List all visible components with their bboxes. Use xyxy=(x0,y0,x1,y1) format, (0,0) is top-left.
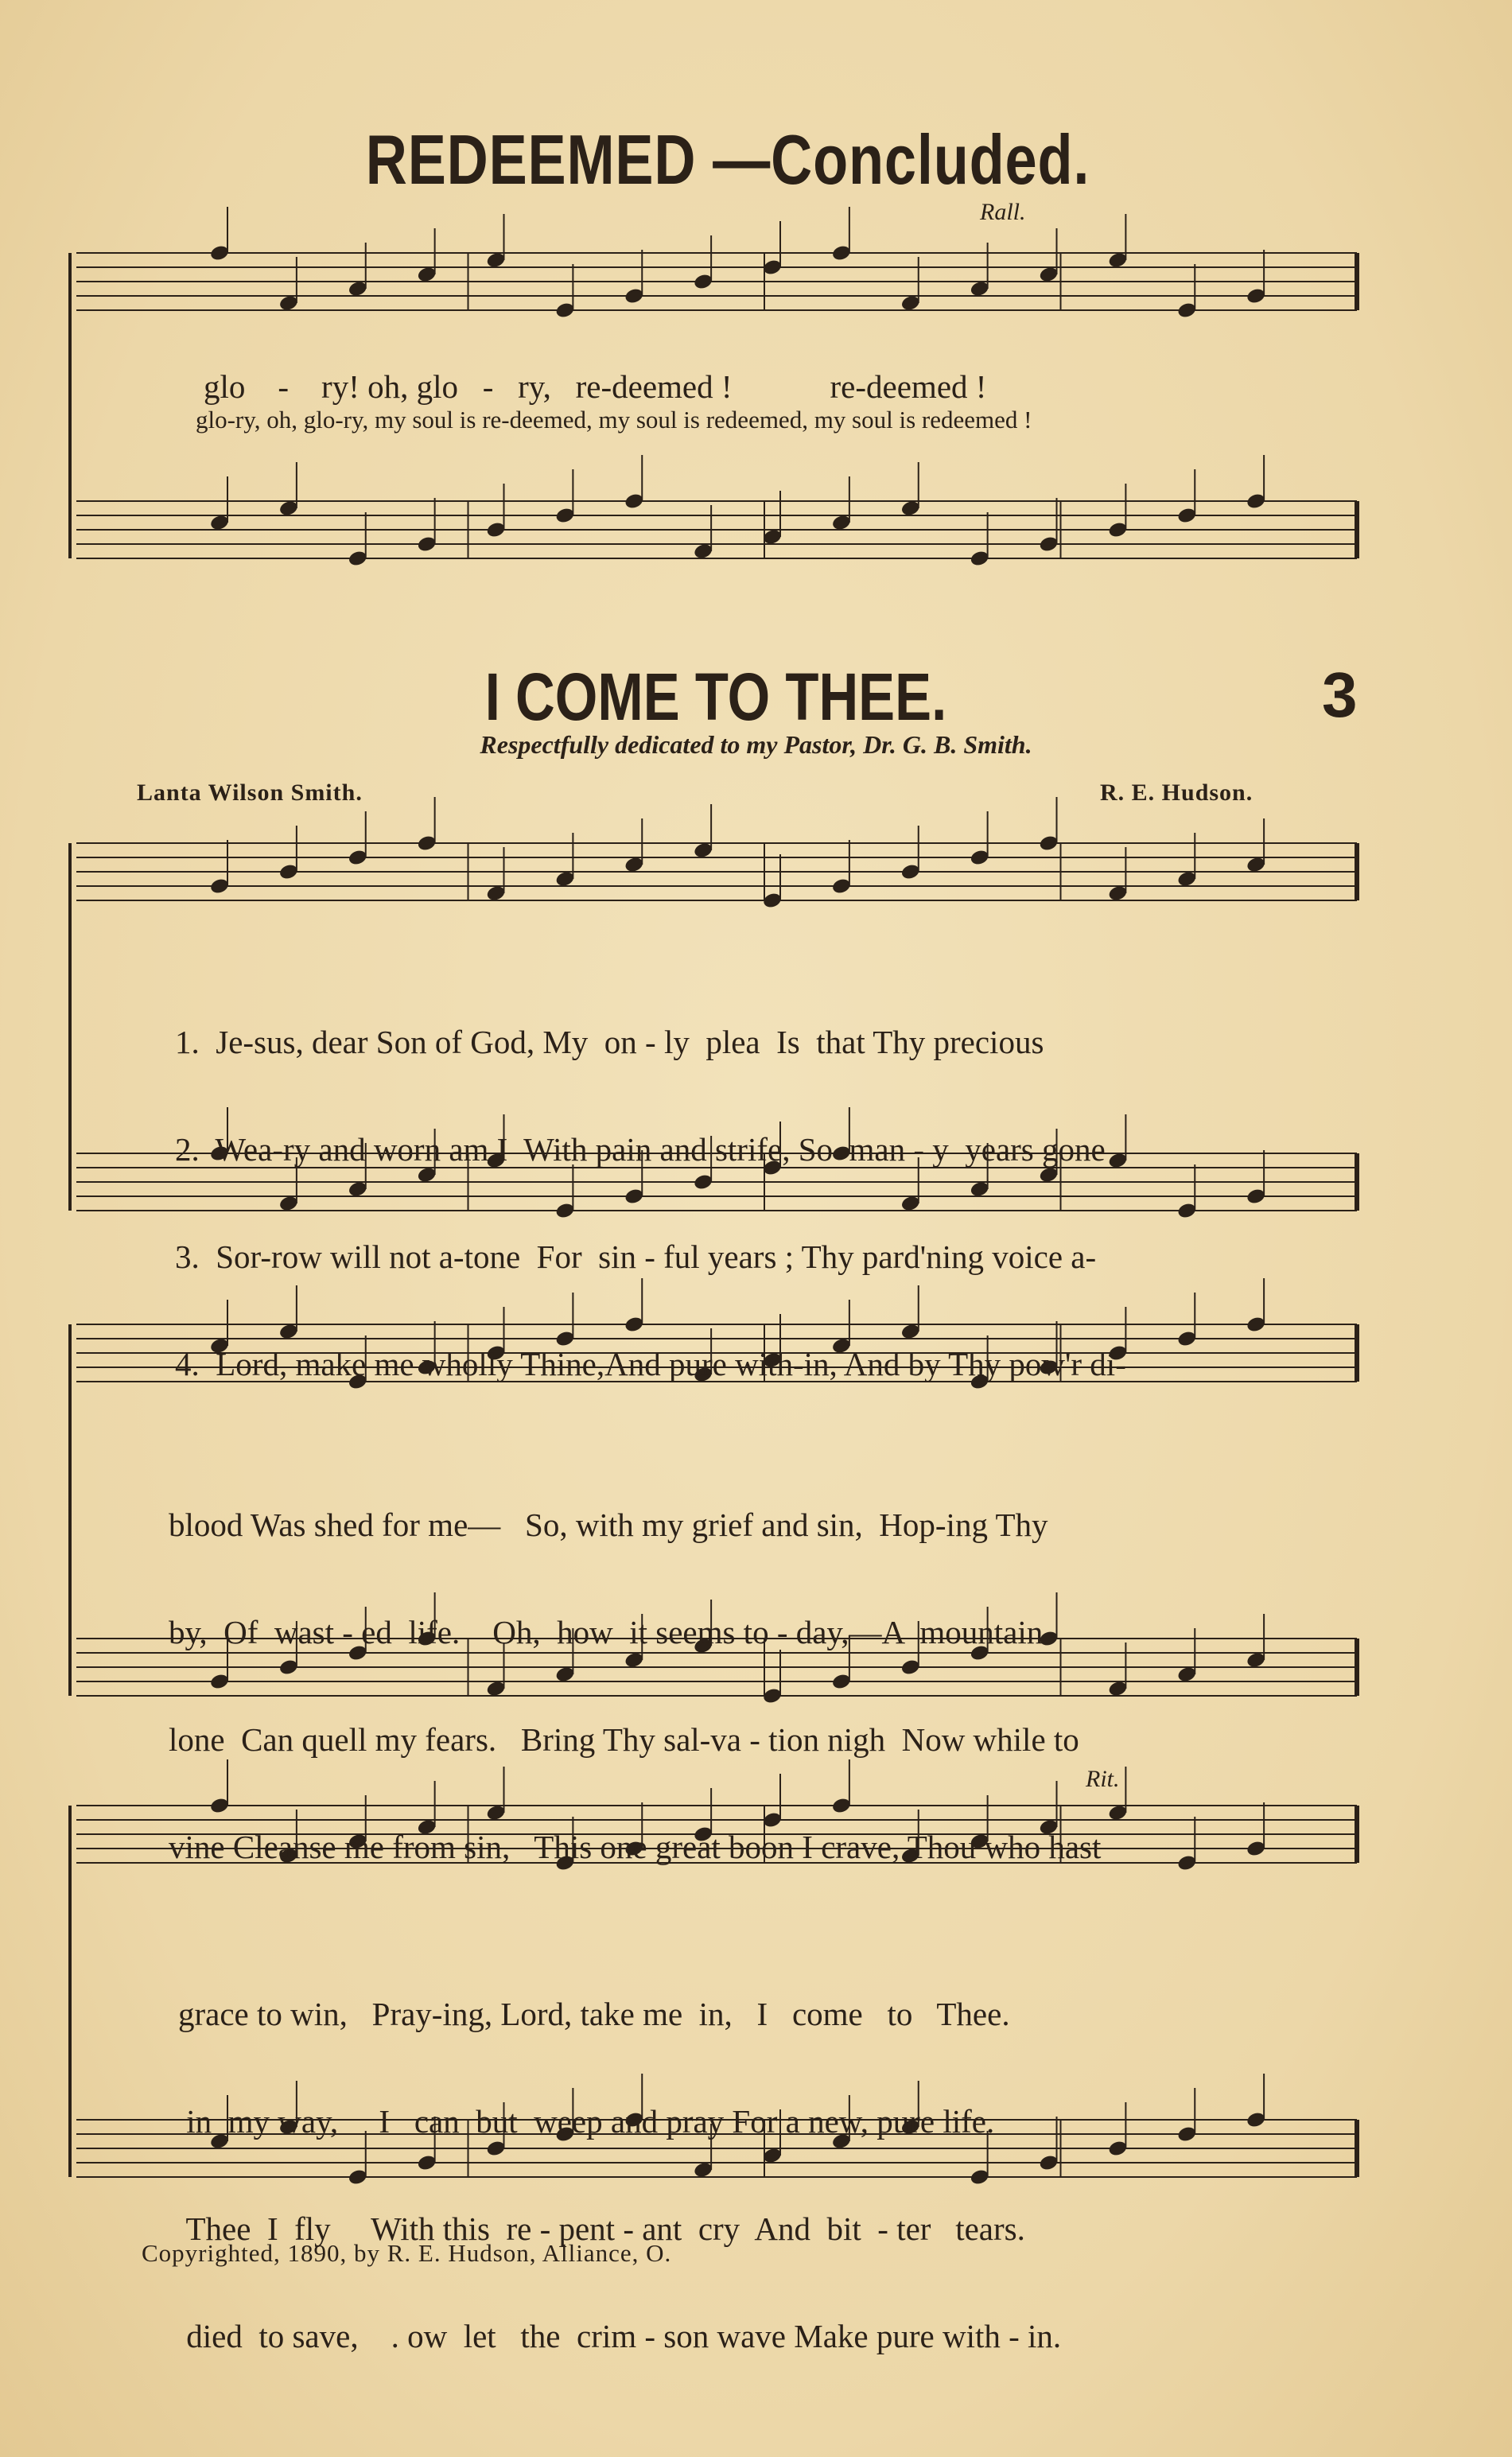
verse-1-line-b: blood Was shed for me— So, with my grief and sin, Hop-ing Thy xyxy=(169,1506,1048,1543)
verse-3-line-a: 3. Sor-row will not a-tone For sin - ful years ; Thy pard'ning voice a- xyxy=(175,1238,1097,1275)
page-number: 3 xyxy=(1322,659,1358,730)
verses-system-1 xyxy=(175,953,1126,1454)
verse-4-line-b: vine Cleanse me from sin, This one great boon I crave, Thou who hast xyxy=(169,1829,1102,1865)
verses-system-3 xyxy=(178,1925,1061,2426)
verse-2-line-c: in my way, I can but weep and pray For a new, pure life. xyxy=(178,2103,995,2140)
prev-song-title: REDEEMED —Concluded. xyxy=(365,120,1090,199)
song-title: I COME TO THEE. xyxy=(484,659,947,734)
verse-4-line-c: died to save, . ow let the crim - son wave Make pure with - in. xyxy=(178,2318,1062,2354)
verse-1-line-a: 1. Je-sus, dear Son of God, My on - ly plea Is that Thy precious xyxy=(175,1024,1044,1060)
verse-1-line-c: grace to win, Pray-ing, Lord, take me in, I come to Thee. xyxy=(178,1996,1010,2032)
lyricist: Lanta Wilson Smith. xyxy=(137,779,363,806)
verse-2-line-a: 2. Wea-ry and worn am I With pain and strife, So man - y years gone xyxy=(175,1131,1106,1168)
verse-3-line-c: Thee I fly With this re - pent - ant cry And bit - ter tears. xyxy=(178,2210,1025,2247)
rit-marking: Rit. xyxy=(1086,1766,1120,1792)
prev-lyric-line-1: glo - ry! oh, glo - ry, re-deemed ! re-deemed ! xyxy=(204,368,987,405)
verse-3-line-b: lone Can quell my fears. Bring Thy sal-va - tion nigh Now while to xyxy=(169,1721,1079,1758)
copyright: Copyrighted, 1890, by R. E. Hudson, Alliance, O. xyxy=(142,2239,672,2267)
composer: R. E. Hudson. xyxy=(1100,779,1254,806)
verse-4-line-a: 4. Lord, make me wholly Thine,And pure with-in, And by Thy pow'r di- xyxy=(175,1346,1126,1382)
prev-lyric-line-2: glo-ry, oh, glo-ry, my soul is re-deemed, my soul is redeemed, my soul is redeemed ! xyxy=(196,406,1032,433)
rall-marking: Rall. xyxy=(980,199,1026,225)
verses-system-2 xyxy=(169,1436,1101,1937)
dedication: Respectfully dedicated to my Pastor, Dr. G. B. Smith. xyxy=(480,730,1032,759)
verse-2-line-b: by, Of wast - ed life. Oh, how it seems to - day,—A mountain xyxy=(169,1614,1044,1650)
